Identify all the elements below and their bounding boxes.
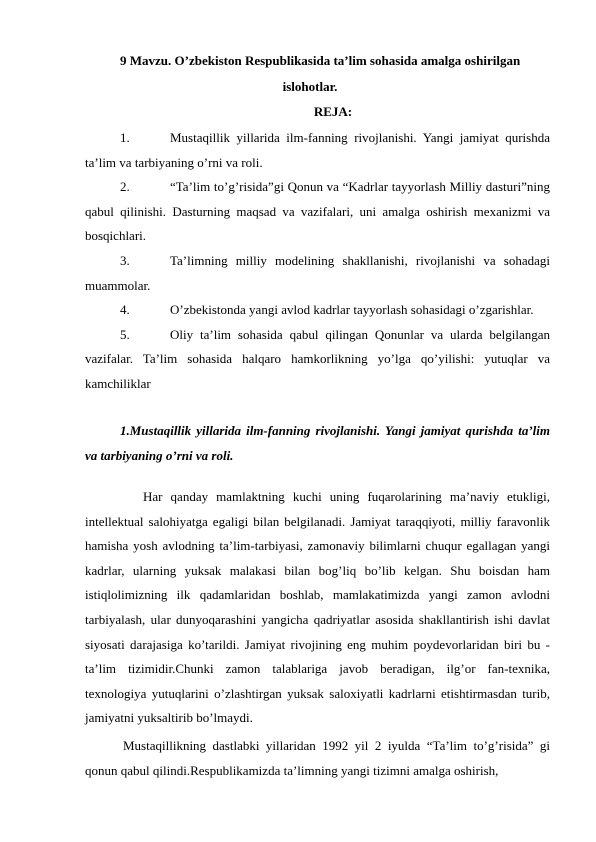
plan-item bbox=[85, 249, 550, 298]
plan-item bbox=[85, 175, 550, 249]
section-heading-text: 1.Mustaqillik yillarida ilm-fanning rivojlanishi. Yangi jamiyat qurishda ta’lim va tarbiyaning o’rni va roli. bbox=[85, 423, 550, 463]
plan-item-text: O’zbekistonda yangi avlod kadrlar tayyorlash sohasidagi o’zgarishlar. bbox=[170, 302, 534, 318]
plan-item bbox=[85, 298, 550, 323]
plan-item-text: Oliy ta’lim sohasida qabul qilingan Qonunlar va ularda belgilangan vazifalar. Ta’lim sohasida halqaro hamkorlikning yo’lga qo’yilishi: yutuqlar va kamchiliklar bbox=[85, 326, 550, 391]
paragraph-text: Mustaqillikning dastlabki yillaridan 1992 yil 2 iyulda “Ta’lim to’g’risida” gi qonun qabul qilindi.Respublikamizda ta’limning yangi tizimni amalga oshirish, bbox=[85, 738, 550, 778]
plan-heading: REJA: bbox=[313, 104, 353, 119]
plan-list bbox=[85, 126, 550, 397]
document-title-line1: 9 Mavzu. O’zbekiston Respublikasida ta’lim sohasida amalga oshirilgan bbox=[120, 53, 521, 68]
document-title-line2: islohotlar. bbox=[282, 79, 338, 94]
plan-item-text: “Ta’lim to’g’risida”gi Qonun va “Kadrlar tayyorlash Milliy dasturi”ning qabul qilinishi. Dasturning maqsad va vazifalari, uni amalga oshirish mexanizmi va bosqichlari. bbox=[85, 179, 550, 244]
plan-item-number: 4. bbox=[120, 302, 130, 318]
plan-item-number: 5. bbox=[120, 326, 130, 342]
plan-item-number: 2. bbox=[120, 179, 130, 195]
plan-item bbox=[85, 323, 550, 397]
paragraph-text: Har qanday mamlaktning kuchi uning fuqarolarining ma’naviy etukligi, intellektual salohiyatga egaligi bilan belgilanadi. Jamiyat taraqqiyoti, milliy faravonlik hamisha yosh avlodning ta’lim-tarbiyasi, zamonaviy bilimlarni chuqur egallagan yangi kadrlar, ularning yuksak malakasi bilan bog’liq bo’lib kelgan. Shu boisdan ham istiqlolimizning ilk qadamlaridan boshlab, mamlakatimizda yangi zamon avlodni tarbiyalash, ular dunyoqarashini yangicha qadriyatlar asosida shakllantirish ishi davlat siyosati darajasiga ko’tarildi. Jamiyat rivojining eng muhim poydevorlaridan biri bu -ta’lim tizimidir.Chunki zamon talablariga javob beradigan, ilg’or fan-texnika, texnologiya yutuqlarini o’zlashtirgan yuksak saloxiyatli kadrlarni etishtirmasdan turib, jamiyatni yuksaltirib bo’lmaydi. bbox=[85, 489, 550, 726]
plan-item-text: Ta’limning milliy modelining shakllanishi, rivojlanishi va sohadagi muammolar. bbox=[85, 252, 550, 293]
section-heading bbox=[85, 419, 550, 468]
body-paragraph-2 bbox=[85, 734, 550, 783]
plan-item-number: 1. bbox=[120, 130, 130, 145]
plan-item bbox=[85, 126, 550, 175]
body-paragraph-1 bbox=[85, 485, 550, 731]
plan-item-text: Mustaqillik yillarida ilm-fanning rivojlanishi. Yangi jamiyat qurishda ta’lim va tarbiyaning o’rni va roli. bbox=[85, 130, 550, 170]
plan-item-number: 3. bbox=[120, 252, 130, 268]
